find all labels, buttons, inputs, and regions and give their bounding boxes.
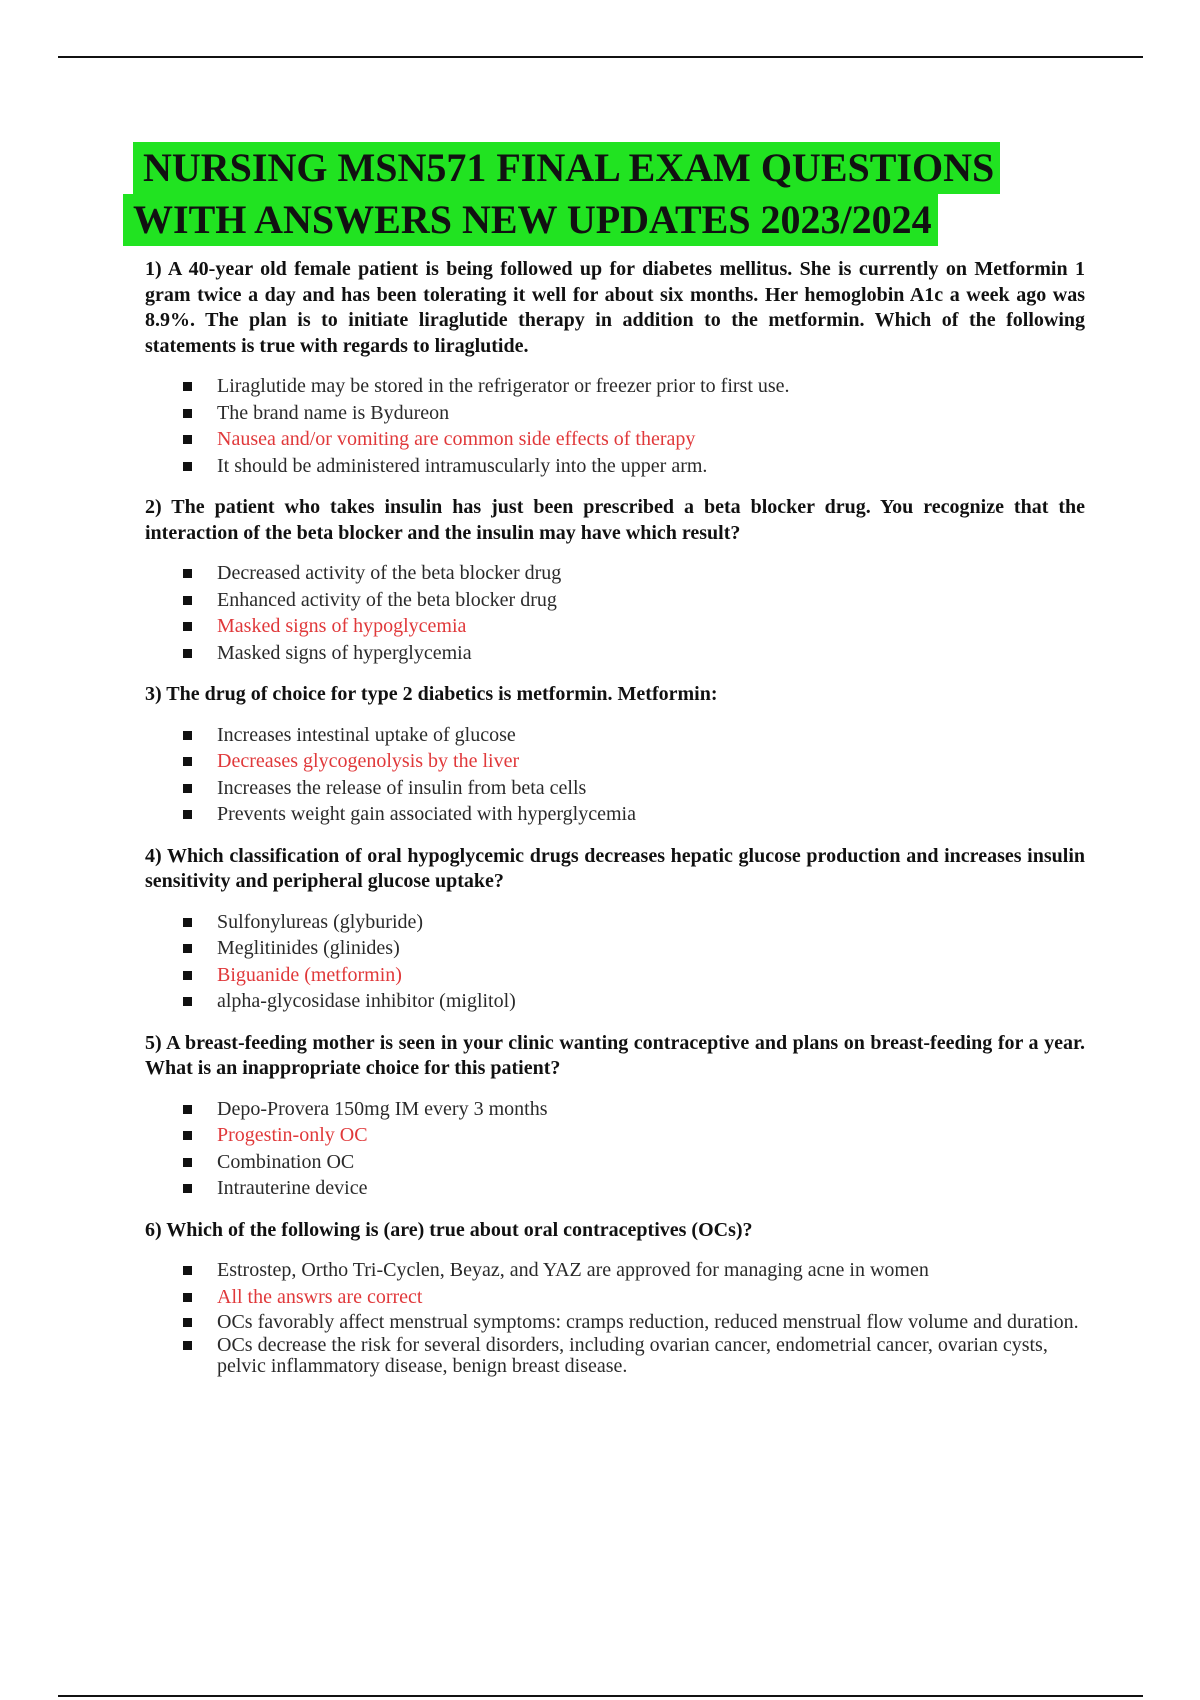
answer-option: The brand name is Bydureon (145, 400, 1085, 427)
question-6 (145, 1218, 1085, 1378)
answer-options (145, 1257, 1085, 1377)
question-1 (145, 257, 1085, 479)
correct-answer-option: Biguanide (metformin) (145, 962, 1085, 989)
square-bullet-icon (183, 731, 192, 740)
question-text: 4) Which classification of oral hypoglycemic drugs decreases hepatic glucose production and increases insulin sensitivity and peripheral glucose uptake? (145, 844, 1085, 892)
square-bullet-icon (183, 1105, 192, 1114)
answer-option: Increases intestinal uptake of glucose (145, 722, 1085, 749)
answer-options (145, 373, 1085, 479)
square-bullet-icon (183, 382, 192, 391)
question-4 (145, 844, 1085, 1015)
question-5 (145, 1031, 1085, 1202)
question-text: 1) A 40-year old female patient is being followed up for diabetes mellitus. She is currently on Metformin 1 gram twice a day and has been tolerating it well for about six months. Her hemoglobin A1c a week ago was 8.9%. The plan is to initiate liraglutide therapy in addition to the metformin. Which of the following statements is true with regards to liraglutide. (145, 258, 1085, 357)
correct-answer-option: Decreases glycogenolysis by the liver (145, 748, 1085, 775)
square-bullet-icon (183, 944, 192, 953)
square-bullet-icon (183, 971, 192, 980)
answer-option: Liraglutide may be stored in the refrigerator or freezer prior to first use. (145, 373, 1085, 400)
square-bullet-icon (183, 1341, 192, 1350)
square-bullet-icon (183, 462, 192, 471)
question-text: 2) The patient who takes insulin has just been prescribed a beta blocker drug. You recognize that the interaction of the beta blocker and the insulin may have which result? (145, 496, 1085, 544)
correct-answer-option: Masked signs of hypoglycemia (145, 613, 1085, 640)
square-bullet-icon (183, 409, 192, 418)
square-bullet-icon (183, 569, 192, 578)
answer-option: It should be administered intramuscularly into the upper arm. (145, 453, 1085, 480)
answer-option: Sulfonylureas (glyburide) (145, 909, 1085, 936)
square-bullet-icon (183, 997, 192, 1006)
square-bullet-icon (183, 757, 192, 766)
answer-options (145, 909, 1085, 1015)
answer-option: Decreased activity of the beta blocker drug (145, 560, 1085, 587)
correct-answer-option: Progestin-only OC (145, 1122, 1085, 1149)
square-bullet-icon (183, 784, 192, 793)
square-bullet-icon (183, 1131, 192, 1140)
bottom-rule (58, 1695, 1143, 1697)
answer-option: Combination OC (145, 1149, 1085, 1176)
square-bullet-icon (183, 1158, 192, 1167)
answer-option: Estrostep, Ortho Tri-Cyclen, Beyaz, and YAZ are approved for managing acne in women (145, 1257, 1085, 1284)
square-bullet-icon (183, 918, 192, 927)
question-text: 5) A breast-feeding mother is seen in your clinic wanting contraceptive and plans on breast-feeding for a year. What is an inappropriate choice for this patient? (145, 1031, 1085, 1079)
square-bullet-icon (183, 1318, 192, 1327)
answer-option: alpha-glycosidase inhibitor (miglitol) (145, 988, 1085, 1015)
square-bullet-icon (183, 596, 192, 605)
answer-option: OCs decrease the risk for several disorders, including ovarian cancer, endometrial cancer, ovarian cysts, pelvic inflammatory disease, benign breast disease. (145, 1335, 1085, 1377)
top-rule (58, 56, 1143, 58)
question-2 (145, 495, 1085, 666)
answer-option: Intrauterine device (145, 1175, 1085, 1202)
question-text: 6) Which of the following is (are) true about oral contraceptives (OCs)? (145, 1218, 753, 1241)
square-bullet-icon (183, 622, 192, 631)
answer-option: Masked signs of hyperglycemia (145, 640, 1085, 667)
answer-options (145, 722, 1085, 828)
answer-options (145, 560, 1085, 666)
question-3 (145, 682, 1085, 828)
answer-options (145, 1096, 1085, 1202)
answer-option: Meglitinides (glinides) (145, 935, 1085, 962)
title-line-1: NURSING MSN571 FINAL EXAM QUESTIONS (133, 142, 1000, 194)
square-bullet-icon (183, 1266, 192, 1275)
question-text: 3) The drug of choice for type 2 diabetics is metformin. Metformin: (145, 683, 718, 705)
answer-option: Enhanced activity of the beta blocker drug (145, 587, 1085, 614)
title-line-2: WITH ANSWERS NEW UPDATES 2023/2024 (123, 194, 938, 246)
square-bullet-icon (183, 649, 192, 658)
square-bullet-icon (183, 810, 192, 819)
answer-option: OCs favorably affect menstrual symptoms: cramps reduction, reduced menstrual flow volume and duration. (145, 1312, 1085, 1333)
correct-answer-option: All the answrs are correct (145, 1284, 1085, 1311)
correct-answer-option: Nausea and/or vomiting are common side effects of therapy (145, 426, 1085, 453)
square-bullet-icon (183, 1184, 192, 1193)
document-title (133, 142, 1000, 246)
answer-option: Prevents weight gain associated with hyperglycemia (145, 801, 1085, 828)
answer-option: Increases the release of insulin from beta cells (145, 775, 1085, 802)
question-list (145, 257, 1085, 1393)
answer-option: Depo-Provera 150mg IM every 3 months (145, 1096, 1085, 1123)
square-bullet-icon (183, 435, 192, 444)
square-bullet-icon (183, 1293, 192, 1302)
